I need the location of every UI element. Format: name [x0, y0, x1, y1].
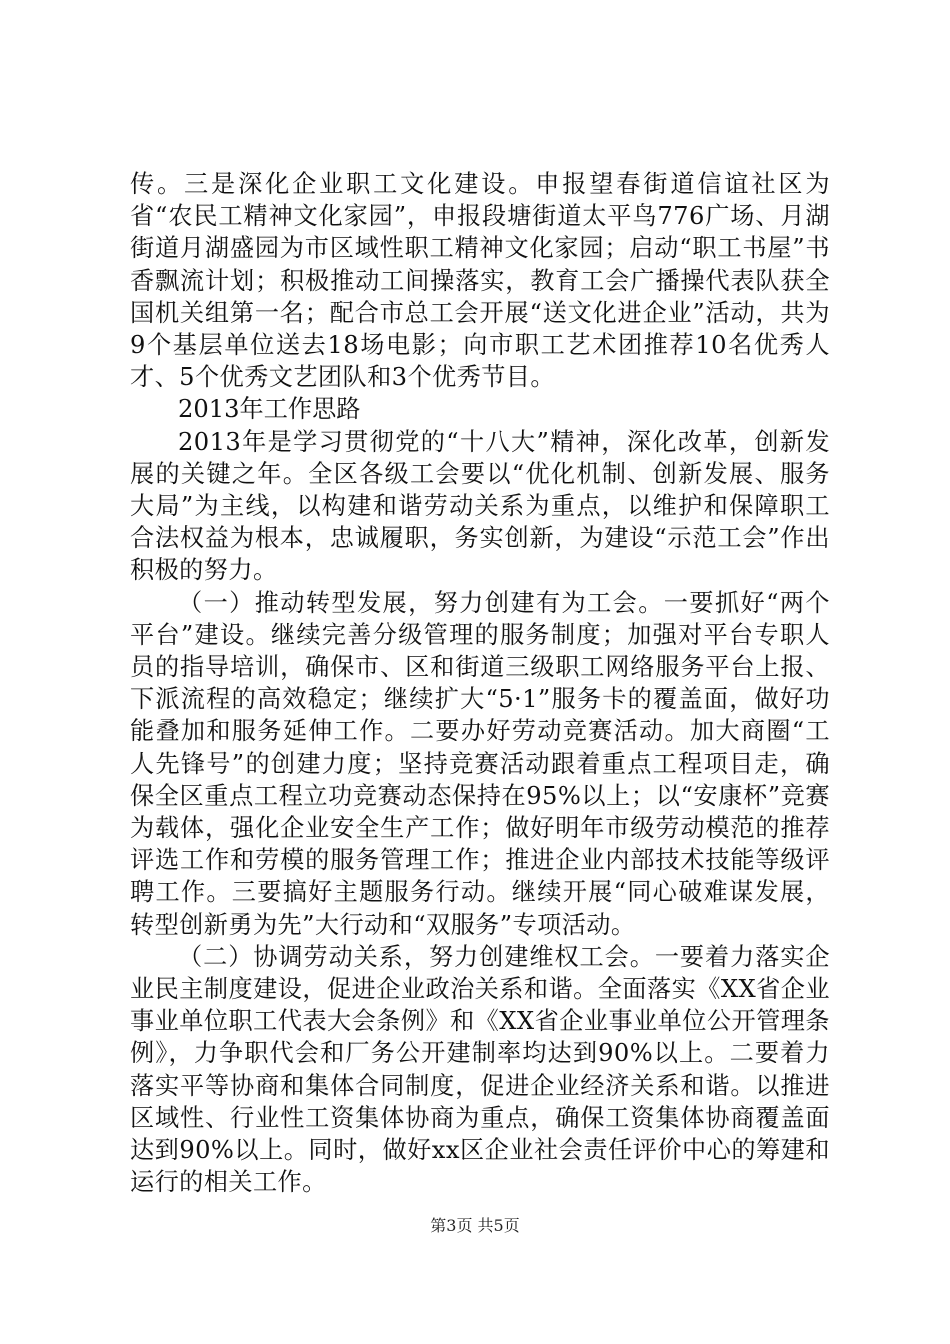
paragraph-continued: 传。三是深化企业职工文化建设。申报望春街道信谊社区为省“农民工精神文化家园”，申报段塘街道太平鸟776广场、月湖街道月湖盛园为市区域性职工精神文化家园；启动“职工书屋”书香飘流计划；积极推动工间操落实，教育工会广播操代表队获全国机关组第一名；配合市总工会开展“送文化进企业”活动，共为9个基层单位送去18场电影；向市职工艺术团推荐10名优秀人才、5个优秀文艺团队和3个优秀节目。	[130, 170, 830, 392]
section-heading: 2013年工作思路	[178, 395, 361, 424]
paragraph-section-1: （一）推动转型发展，努力创建有为工会。一要抓好“两个平台”建设。继续完善分级管理的服务制度；加强对平台专职人员的指导培训，确保市、区和街道三级职工网络服务平台上报、下派流程的高效稳定；继续扩大“5·1”服务卡的覆盖面，做好功能叠加和服务延伸工作。二要办好劳动竞赛活动。加大商圈“工人先锋号”的创建力度；坚持竞赛活动跟着重点工程项目走，确保全区重点工程立功竞赛动态保持在95%以上；以“安康杯”竞赛为载体，强化企业安全生产工作；做好明年市级劳动模范的推荐评选工作和劳模的服务管理工作；推进企业内部技术技能等级评聘工作。三要搞好主题服务行动。继续开展“同心破难谋发展，转型创新勇为先”大行动和“双服务”专项活动。	[130, 588, 830, 939]
paragraph-section-2: （二）协调劳动关系，努力创建维权工会。一要着力落实企业民主制度建设，促进企业政治关系和谐。全面落实《XX省企业事业单位职工代表大会条例》和《XX省企业事业单位公开管理条例》，力争职代会和厂务公开建制率均达到90%以上。二要着力落实平等协商和集体合同制度，促进企业经济关系和谐。以推进区域性、行业性工资集体协商为重点，确保工资集体协商覆盖面达到90%以上。同时，做好xx区企业社会责任评价中心的筹建和运行的相关工作。	[130, 942, 830, 1197]
paragraph-intro: 2013年是学习贯彻党的“十八大”精神，深化改革，创新发展的关键之年。全区各级工会要以“优化机制、创新发展、服务大局”为主线，以构建和谐劳动关系为重点，以维护和保障职工合法权益为根本，忠诚履职，务实创新，为建设“示范工会”作出积极的努力。	[130, 427, 830, 585]
document-body	[130, 168, 830, 1199]
page-number-footer: 第3页 共5页	[430, 1216, 520, 1235]
